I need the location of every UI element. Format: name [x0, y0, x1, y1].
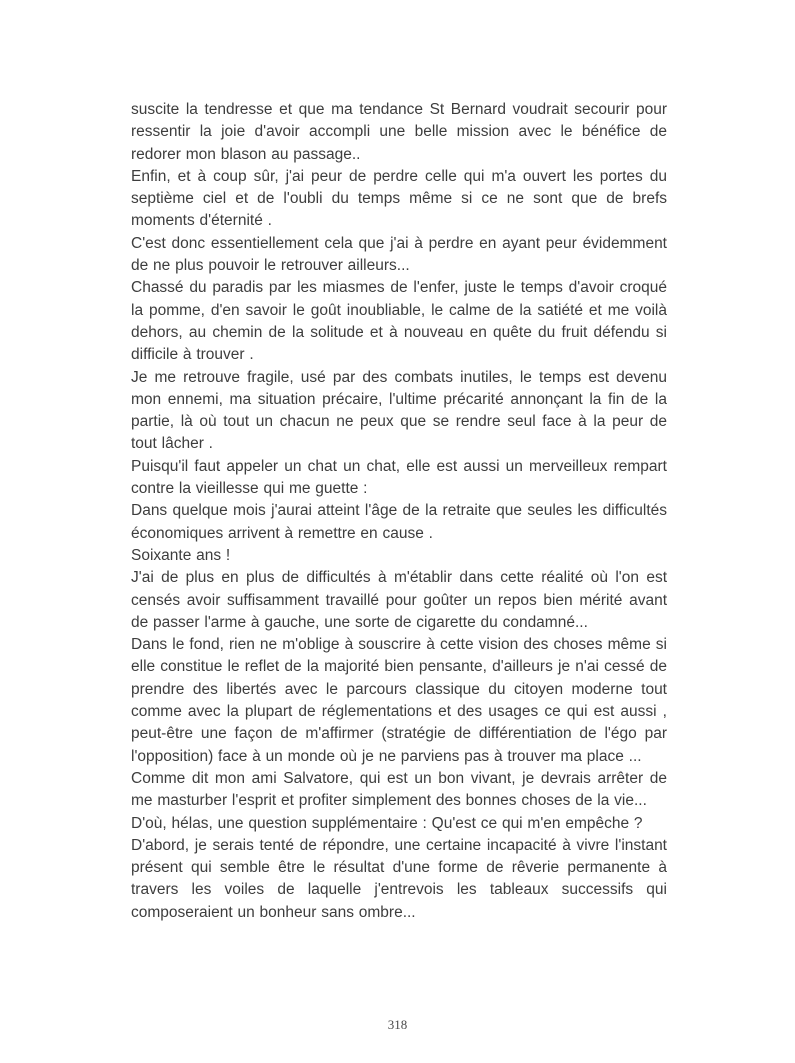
paragraph: Dans le fond, rien ne m'oblige à souscrire à cette vision des choses même si elle constitue le reflet de la majorité bien pensante, d'ailleurs je n'ai cessé de prendre des libertés avec le parcours classique du citoyen moderne tout comme avec la plupart de réglementations et des usages ce qui est aussi , peut-être une façon de m'affirmer (stratégie de différentiation de l'égo par l'opposition) face à un monde où je ne parviens pas à trouver ma place ... [131, 636, 667, 765]
paragraph: C'est donc essentiellement cela que j'ai à perdre en ayant peur évidemment de ne plus pouvoir le retrouver ailleurs... [131, 234, 667, 275]
paragraph: Enfin, et à coup sûr, j'ai peur de perdre celle qui m'a ouvert les portes du septième ciel et de l'oubli du temps même si ce ne sont que de brefs moments d'éternité . [131, 167, 667, 230]
text-block [131, 99, 667, 924]
paragraph: suscite la tendresse et que ma tendance St Bernard voudrait secourir pour ressentir la joie d'avoir accompli une belle mission avec le bénéfice de redorer mon blason au passage.. [131, 101, 667, 163]
paragraph: D'où, hélas, une question supplémentaire : Qu'est ce qui m'en empêche ? [131, 814, 643, 832]
paragraph: Puisqu'il faut appeler un chat un chat, elle est aussi un merveilleux rempart contre la vieillesse qui me guette : [131, 457, 667, 498]
paragraph: Dans quelque mois j'aurai atteint l'âge de la retraite que seules les difficultés économiques arrivent à remettre en cause . [131, 502, 667, 542]
page-number: 318 [387, 1017, 408, 1032]
paragraph: Chassé du paradis par les miasmes de l'enfer, juste le temps d'avoir croqué la pomme, d'en savoir le goût inoubliable, le calme de la satiété et me voilà dehors, au chemin de la solitude et à nouveau en quête du fruit défendu si difficile à trouver . [131, 279, 667, 364]
paragraph: Je me retrouve fragile, usé par des combats inutiles, le temps est devenu mon ennemi, ma situation précaire, l'ultime précarité annonçant la fin de la partie, là où tout un chacun ne peux que se rendre seul face à la peur de tout lâcher . [131, 368, 667, 453]
paragraph: J'ai de plus en plus de difficultés à m'établir dans cette réalité où l'on est censés avoir suffisamment travaillé pour goûter un repos bien mérité avant de passer l'arme à gauche, une sorte de cigarette du condamné... [131, 569, 667, 631]
paragraph: Soixante ans ! [131, 546, 231, 564]
paragraph: Comme dit mon ami Salvatore, qui est un bon vivant, je devrais arrêter de me masturber l'esprit et profiter simplement des bonnes choses de la vie... [131, 769, 667, 810]
paragraph: D'abord, je serais tenté de répondre, une certaine incapacité à vivre l'instant présent qui semble être le résultat d'une forme de rêverie permanente à travers les voiles de laquelle j'entrevois les tableaux successifs qui composeraient un bonheur sans ombre... [131, 836, 667, 921]
